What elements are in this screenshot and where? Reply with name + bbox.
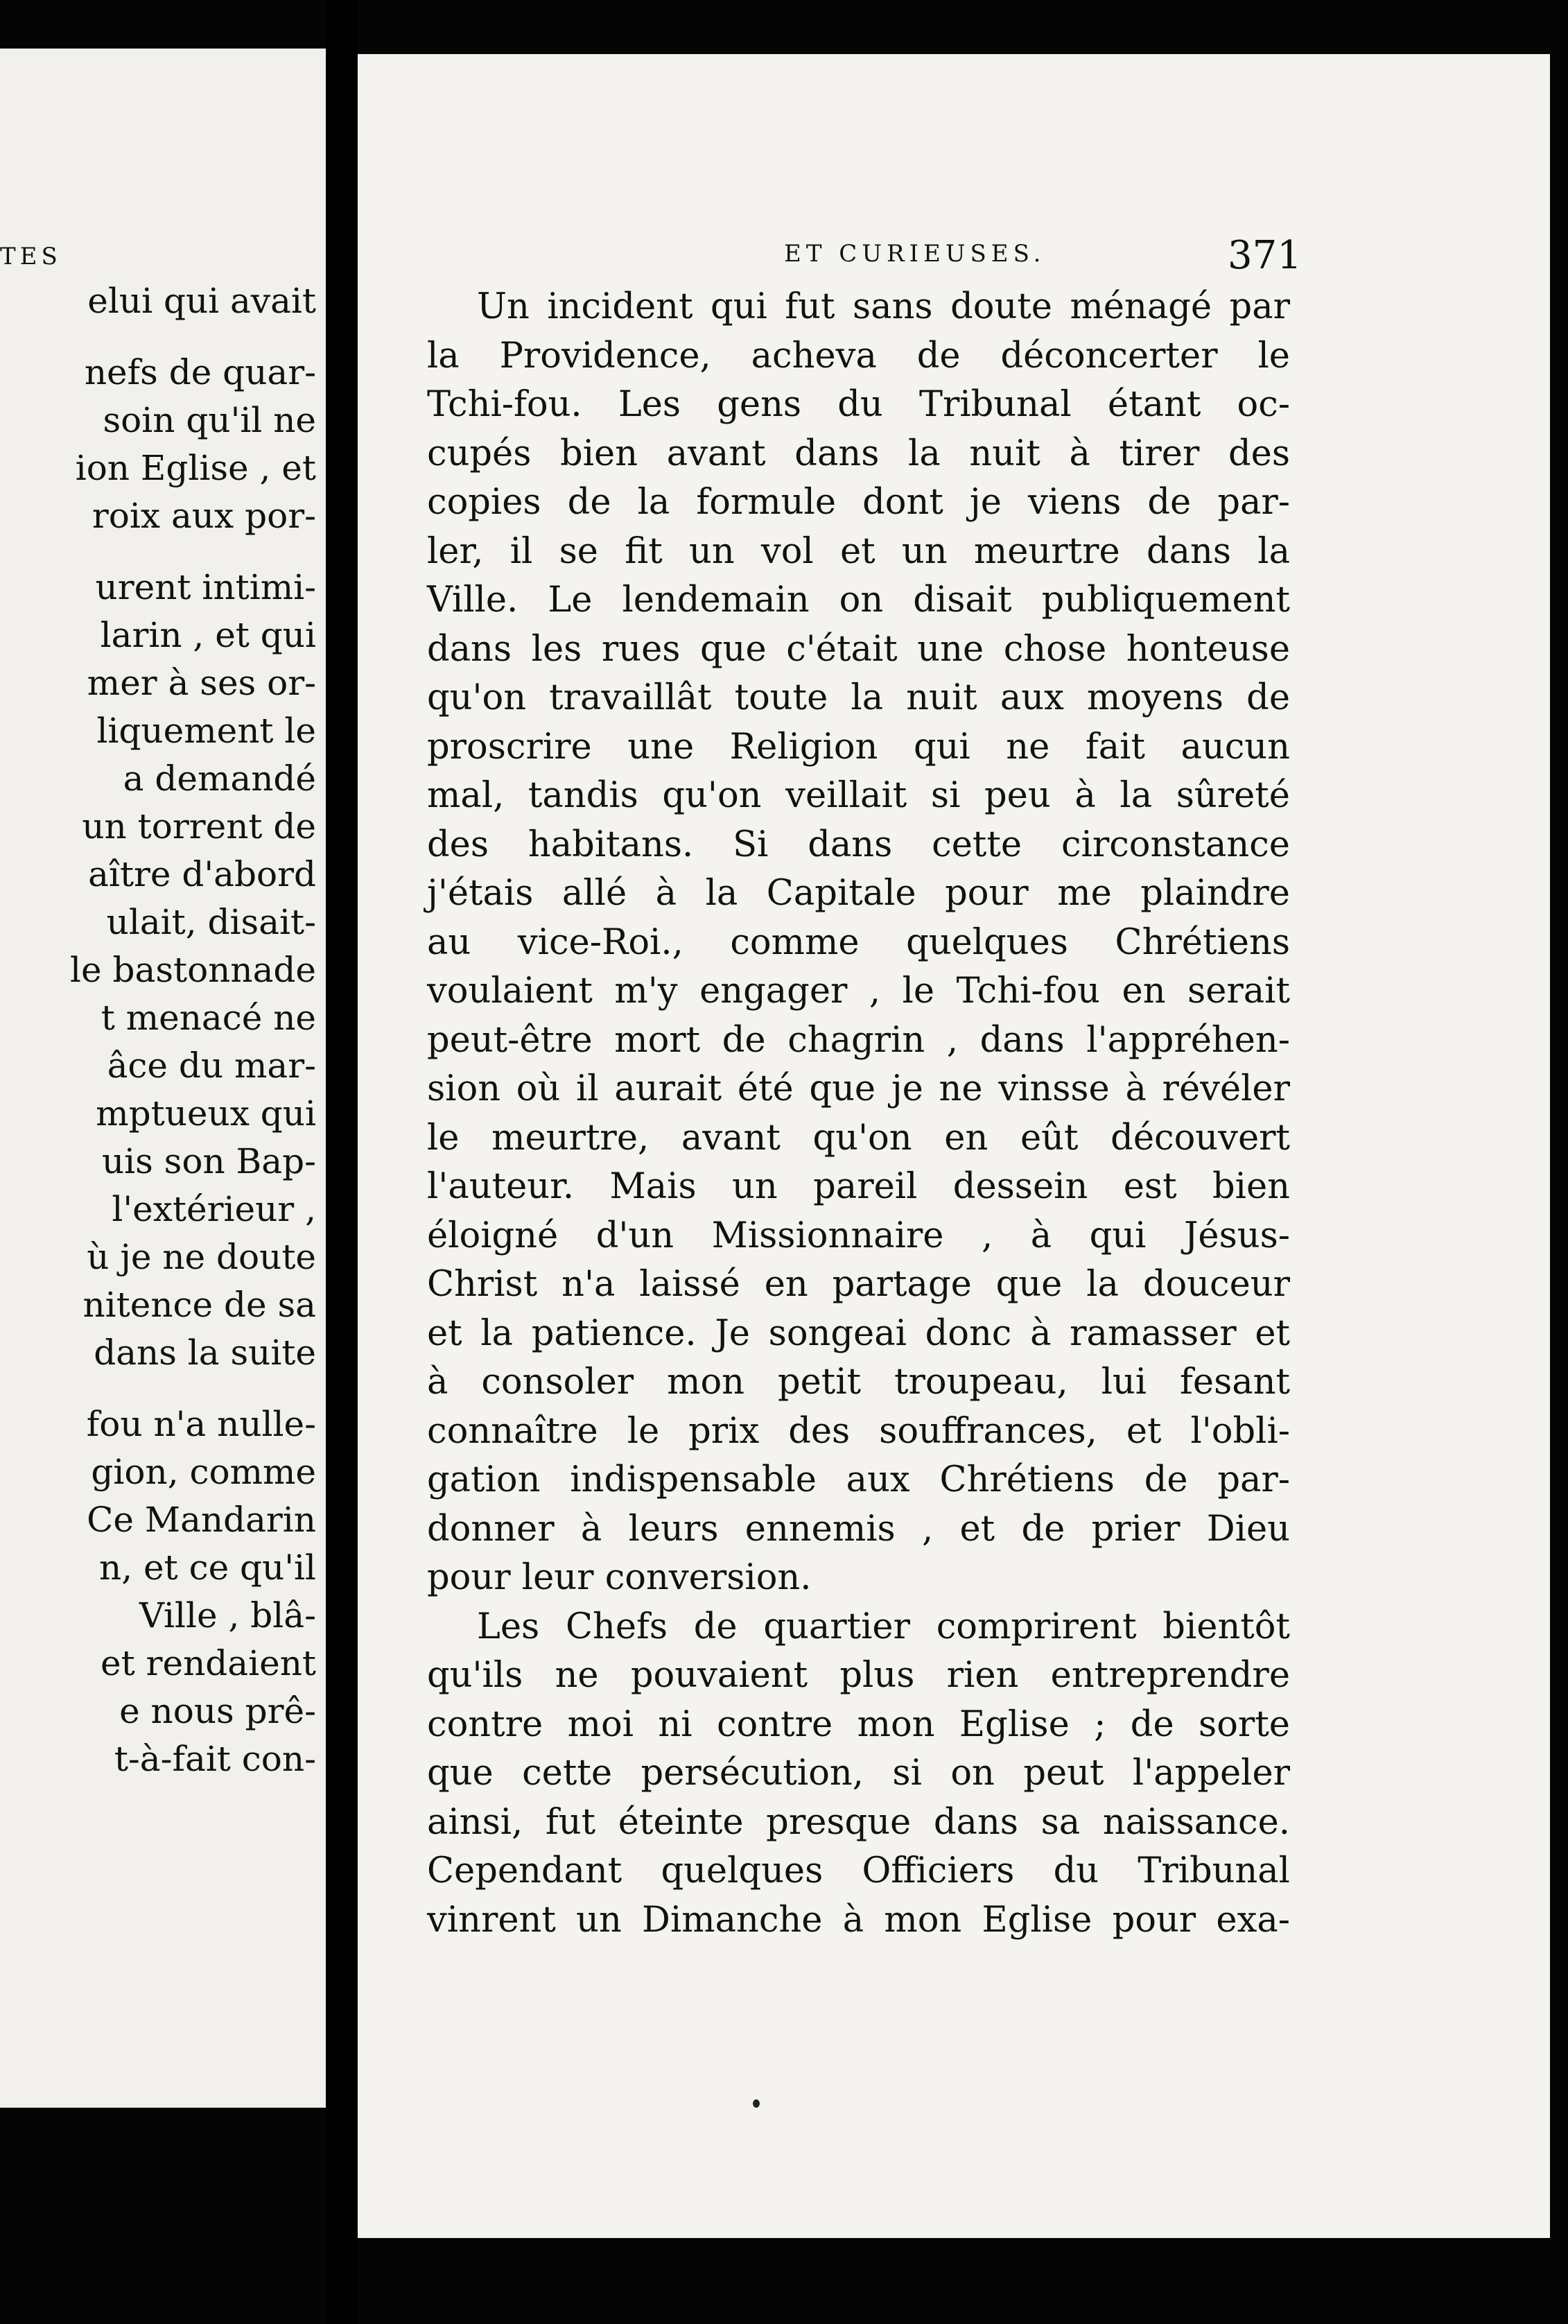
text-line: Les Chefs de quartier comprirent bientôt [477,1606,1290,1647]
left-line-gap [0,540,316,564]
text-line: Un incident qui fut sans doute ménagé par [477,286,1290,327]
text-line: contre moi ni contre mon Eglise ; de sorte [427,1703,1290,1745]
text-line: qu'on travaillât toute la nuit aux moyens de [427,677,1290,718]
left-line: gion, comme [91,1452,316,1492]
left-line: dans la suite [94,1333,316,1373]
text-line: sion où il aurait été que je ne vinsse à révéler [427,1068,1290,1109]
running-header: ET CURIEUSES. [784,240,1046,268]
left-line: aître d'abord [88,854,316,894]
text-line: que cette persécution, si on peut l'appeler [427,1753,1290,1794]
text-line: cupés bien avant dans la nuit à tirer des [427,433,1290,474]
left-line: Ville , blâ- [139,1595,316,1636]
left-line: fou n'a nulle- [86,1404,316,1444]
right-page [358,54,1550,2238]
left-line: mer à ses or- [87,663,316,703]
text-line: Tchi-fou. Les gens du Tribunal étant oc- [427,384,1290,425]
left-line: ion Eglise , et [75,448,316,488]
text-line: donner à leurs ennemis , et de prier Dieu [427,1508,1290,1550]
text-line: Cependant quelques Officiers du Tribunal [427,1850,1290,1891]
left-line: âce du mar- [107,1046,316,1086]
text-line: pour leur conversion. [427,1557,812,1598]
text-line: Ville. Le lendemain on disait publiquement [427,580,1290,621]
left-line: un torrent de [82,806,316,847]
left-line: uis son Bap- [101,1141,316,1181]
text-line: des habitans. Si dans cette circonstance [427,824,1290,865]
text-line: l'auteur. Mais un pareil dessein est bien [427,1166,1290,1207]
left-line: n, et ce qu'il [99,1547,316,1588]
text-line: et la patience. Je songeai donc à ramasser et [427,1312,1290,1354]
text-line: gation indispensable aux Chrétiens de par- [427,1459,1290,1500]
left-line: a demandé [123,758,316,799]
text-line: mal, tandis qu'on veillait si peu à la sûreté [427,775,1290,816]
left-line: urent intimi- [95,567,316,607]
left-line-gap [0,325,316,349]
text-line: la Providence, acheva de déconcerter le [427,335,1290,376]
left-line: nefs de quar- [84,352,316,392]
left-line: soin qu'il ne [103,400,316,440]
left-page-text [0,277,316,1783]
left-line-gap [0,1377,316,1401]
text-line: qu'ils ne pouvaient plus rien entreprendre [427,1655,1290,1696]
body-text [427,283,1290,1945]
text-line: au vice-Roi., comme quelques Chrétiens [427,921,1290,963]
left-line: ulait, disait- [106,902,316,942]
left-page [0,49,326,2108]
left-line: liquement le [96,711,316,751]
text-line: ler, il se fit un vol et un meurtre dans la [427,530,1290,572]
text-line: peut-être mort de chagrin , dans l'appréhen- [427,1019,1290,1061]
text-line: proscrire une Religion qui ne fait aucun [427,726,1290,768]
text-line: copies de la formule dont je viens de par- [427,482,1290,523]
text-line: voulaient m'y engager , le Tchi-fou en serait [427,971,1290,1012]
text-line: vinrent un Dimanche à mon Eglise pour exa- [427,1899,1290,1941]
left-line: larin , et qui [100,615,316,655]
left-line: le bastonnade [70,950,316,990]
ink-spot [753,2099,760,2108]
left-line: ù je ne doute [87,1237,316,1277]
left-line: nitence de sa [82,1285,316,1325]
text-line: à consoler mon petit troupeau, lui fesant [427,1362,1290,1403]
left-line: t menacé ne [101,998,316,1038]
left-line: elui qui avait [87,281,316,321]
text-line: éloigné d'un Missionnaire , à qui Jésus- [427,1215,1290,1256]
left-line: e nous prê- [119,1691,316,1731]
text-line: dans les rues que c'était une chose honteuse [427,628,1290,670]
left-line: l'extérieur , [112,1189,316,1229]
left-line: Ce Mandarin [87,1500,316,1540]
left-line: mptueux qui [96,1093,316,1134]
left-line: t-à-fait con- [114,1739,316,1779]
text-line: j'étais allé à la Capitale pour me plaindre [427,873,1290,914]
text-line: ainsi, fut éteinte presque dans sa naissance. [427,1801,1290,1843]
text-line: Christ n'a laissé en partage que la douceur [427,1264,1290,1305]
page-gutter [326,0,358,2324]
left-line: roix aux por- [92,496,316,536]
page-number: 371 [1228,233,1302,278]
text-line: le meurtre, avant qu'on en eût découvert [427,1117,1290,1159]
left-running-header: TES [0,243,62,270]
left-line: et rendaient [101,1643,316,1683]
text-line: connaître le prix des souffrances, et l'obli- [427,1410,1290,1452]
